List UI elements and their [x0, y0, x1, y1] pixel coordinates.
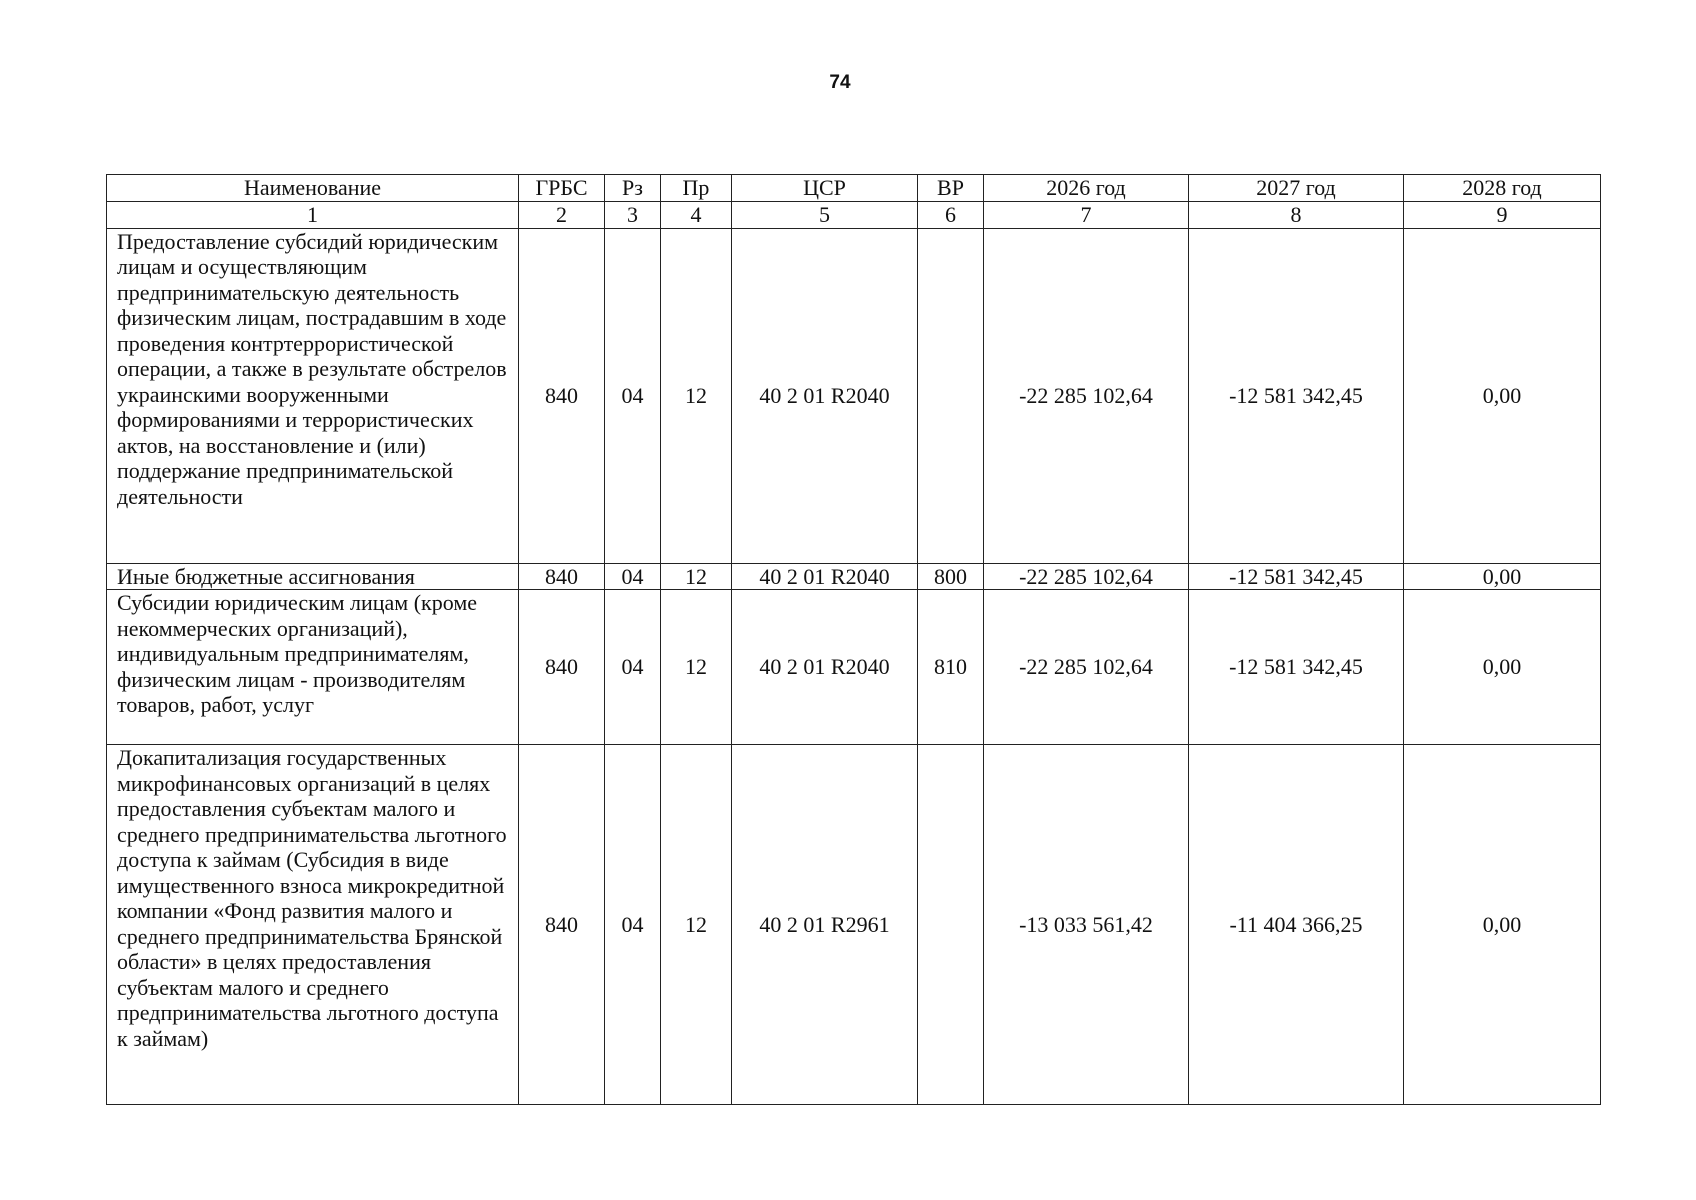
- row-2026: -22 285 102,64: [984, 228, 1189, 563]
- header-pr: Пр: [661, 175, 732, 202]
- row-2027: -12 581 342,45: [1189, 590, 1404, 745]
- header-vr: ВР: [918, 175, 984, 202]
- row-grbs: 840: [519, 590, 605, 745]
- header-rz: Рз: [605, 175, 661, 202]
- row-pr: 12: [661, 563, 732, 590]
- budget-table: [106, 174, 1601, 1105]
- row-rz: 04: [605, 563, 661, 590]
- table-row: [107, 745, 1601, 1105]
- header-2027: 2027 год: [1189, 175, 1404, 202]
- row-2028: 0,00: [1404, 563, 1601, 590]
- column-number: 3: [605, 202, 661, 229]
- row-2028: 0,00: [1404, 228, 1601, 563]
- row-grbs: 840: [519, 745, 605, 1105]
- row-pr: 12: [661, 590, 732, 745]
- row-2028: 0,00: [1404, 745, 1601, 1105]
- row-name: Субсидии юридическим лицам (кроме некоммерческих организаций), индивидуальным предпринимателям, физическим лицам - производителям товаров, работ, услуг: [107, 590, 519, 745]
- row-vr: [918, 228, 984, 563]
- column-number: 8: [1189, 202, 1404, 229]
- row-vr: 810: [918, 590, 984, 745]
- header-grbs: ГРБС: [519, 175, 605, 202]
- header-name: Наименование: [107, 175, 519, 202]
- row-2026: -22 285 102,64: [984, 590, 1189, 745]
- header-2028: 2028 год: [1404, 175, 1601, 202]
- row-csr: 40 2 01 R2040: [732, 228, 918, 563]
- row-rz: 04: [605, 590, 661, 745]
- row-name: Докапитализация государственных микрофинансовых организаций в целях предоставления субъектам малого и среднего предпринимательства льготного доступа к займам (Субсидия в виде имущественного взноса микрокредитной компании «Фонд развития малого и среднего предпринимательства Брянской области» в целях предоставления субъектам малого и среднего предпринимательства льготного доступа к займам): [107, 745, 519, 1105]
- row-csr: 40 2 01 R2040: [732, 563, 918, 590]
- row-name: Предоставление субсидий юридическим лицам и осуществляющим предпринимательскую деятельность физическим лицам, пострадавшим в ходе проведения контртеррористической операции, а также в результате обстрелов украинскими вооруженными формированиями и террористических актов, на восстановление и (или) поддержание предпринимательской деятельности: [107, 228, 519, 563]
- row-2028: 0,00: [1404, 590, 1601, 745]
- row-2026: -13 033 561,42: [984, 745, 1189, 1105]
- row-name: Иные бюджетные ассигнования: [107, 563, 519, 590]
- row-grbs: 840: [519, 228, 605, 563]
- header-row: [107, 175, 1601, 202]
- column-number: 9: [1404, 202, 1601, 229]
- header-csr: ЦСР: [732, 175, 918, 202]
- row-vr: 800: [918, 563, 984, 590]
- column-number-row: [107, 202, 1601, 229]
- page-number: 74: [829, 72, 851, 93]
- column-number: 2: [519, 202, 605, 229]
- column-number: 5: [732, 202, 918, 229]
- row-grbs: 840: [519, 563, 605, 590]
- row-2026: -22 285 102,64: [984, 563, 1189, 590]
- table-row: [107, 228, 1601, 563]
- row-pr: 12: [661, 745, 732, 1105]
- row-pr: 12: [661, 228, 732, 563]
- row-2027: -12 581 342,45: [1189, 563, 1404, 590]
- row-2027: -12 581 342,45: [1189, 228, 1404, 563]
- column-number: 7: [984, 202, 1189, 229]
- row-csr: 40 2 01 R2040: [732, 590, 918, 745]
- row-csr: 40 2 01 R2961: [732, 745, 918, 1105]
- row-vr: [918, 745, 984, 1105]
- table-row: [107, 563, 1601, 590]
- column-number: 1: [107, 202, 519, 229]
- column-number: 6: [918, 202, 984, 229]
- row-rz: 04: [605, 228, 661, 563]
- row-rz: 04: [605, 745, 661, 1105]
- row-2027: -11 404 366,25: [1189, 745, 1404, 1105]
- column-number: 4: [661, 202, 732, 229]
- table-row: [107, 590, 1601, 745]
- header-2026: 2026 год: [984, 175, 1189, 202]
